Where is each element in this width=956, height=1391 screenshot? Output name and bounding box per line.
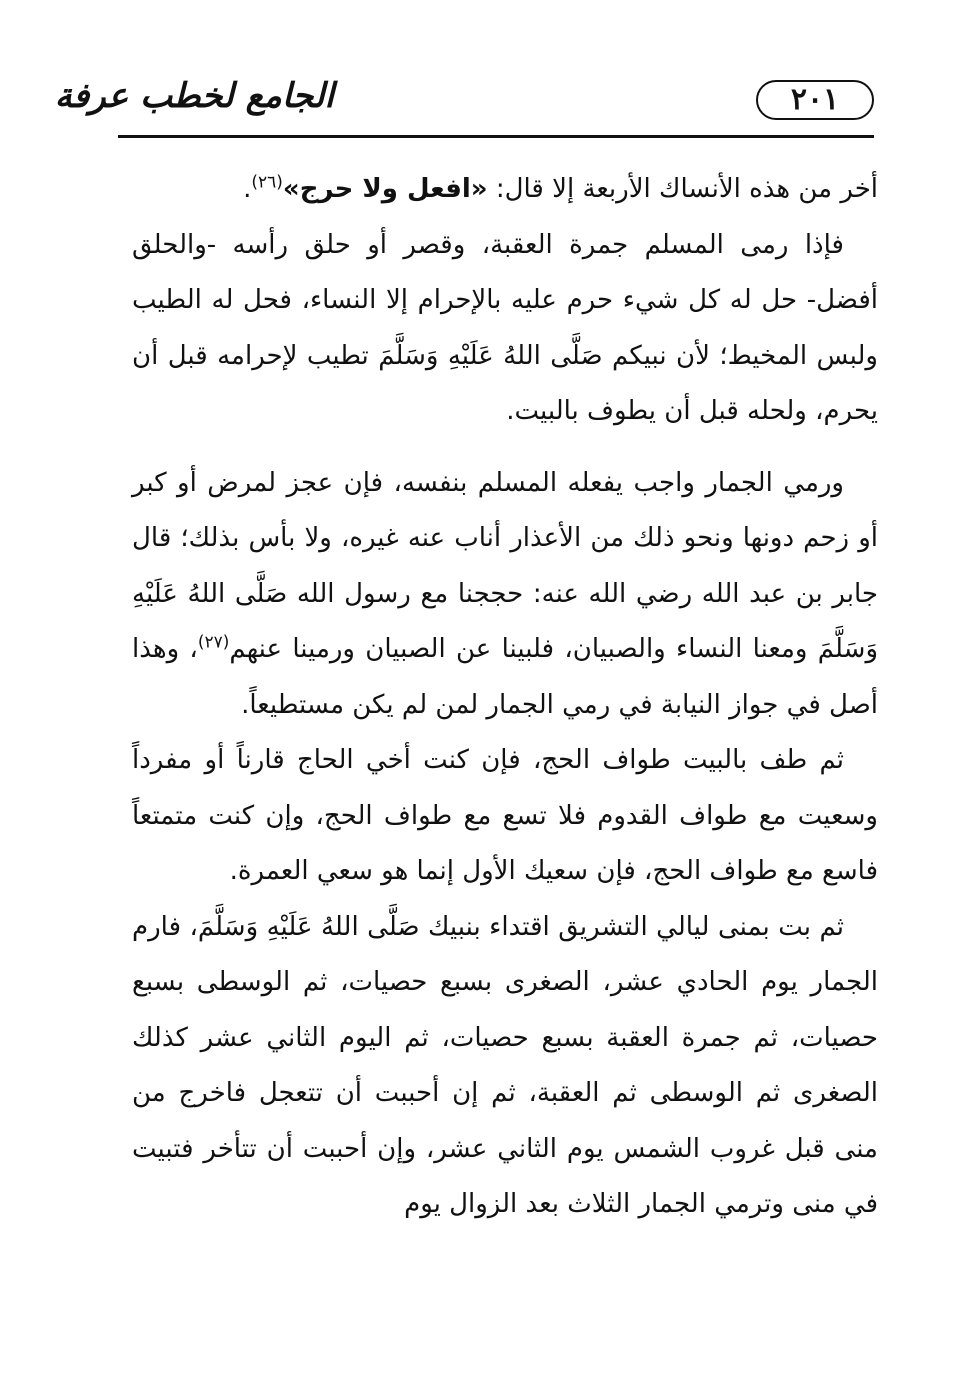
page-body xyxy=(132,162,878,1233)
paragraph-1-text: أخر من هذه الأنساك الأربعة إلا قال: xyxy=(487,174,878,204)
paragraph-3 xyxy=(132,456,878,734)
footnote-ref-27: (٢٧) xyxy=(197,632,230,653)
book-title: الجامع لخطب عرفة xyxy=(54,76,334,116)
paragraph-1 xyxy=(132,162,878,218)
paragraph-1-end: . xyxy=(243,174,252,204)
page-header xyxy=(54,62,874,138)
paragraph-2: فإذا رمى المسلم جمرة العقبة، وقصر أو حلق رأسه -والحلق أفضل- حل له كل شيء حرم عليه بالإحرام إلا النساء، فحل له الطيب ولبس المخيط؛ لأن نبيكم صَلَّى اللهُ عَلَيْهِ وَسَلَّمَ تطيب لإحرامه قبل أن يحرم، ولحله قبل أن يطوف بالبيت. xyxy=(132,229,878,426)
page-number: ٢٠١ xyxy=(756,80,874,120)
paragraph-3-text: ورمي الجمار واجب يفعله المسلم بنفسه، فإن عجز لمرض أو كبر أو زحم دونها ونحو ذلك من الأعذار أناب عنه غيره، ولا بأس بذلك؛ قال جابر بن عبد الله رضي الله عنه: حججنا مع رسول الله صَلَّى اللهُ عَلَيْهِ وَسَلَّمَ ومعنا النساء والصبيان، فلبينا عن الصبيان ورمينا عنهم xyxy=(132,467,879,664)
hadith-quote: «افعل ولا حرج» xyxy=(282,174,488,204)
header-divider xyxy=(118,135,874,138)
paragraph-5: ثم بت بمنى ليالي التشريق اقتداء بنبيك صَلَّى اللهُ عَلَيْهِ وَسَلَّمَ، فارم الجمار يوم الحادي عشر، الصغرى بسبع حصيات، ثم الوسطى بسبع حصيات، ثم جمرة العقبة بسبع حصيات، ثم اليوم الثاني عشر كذلك الصغرى ثم الوسطى ثم العقبة، ثم إن أحببت أن تتعجل فاخرج من منى قبل غروب الشمس يوم الثاني عشر، وإن أحببت أن تتأخر فتبيت في منى وترمي الجمار الثلاث بعد الزوال يوم xyxy=(132,911,878,1219)
footnote-ref-26: (٢٦) xyxy=(251,172,283,193)
paragraph-3-end: ، وهذا أصل في جواز النيابة في رمي الجمار لمن لم يكن مستطيعاً. xyxy=(132,634,878,720)
paragraph-4: ثم طف بالبيت طواف الحج، فإن كنت أخي الحاج قارناً أو مفرداً وسعيت مع طواف القدوم فلا تسع مع طواف الحج، وإن كنت متمتعاً فاسع مع طواف الحج، فإن سعيك الأول إنما هو سعي العمرة. xyxy=(132,745,878,886)
